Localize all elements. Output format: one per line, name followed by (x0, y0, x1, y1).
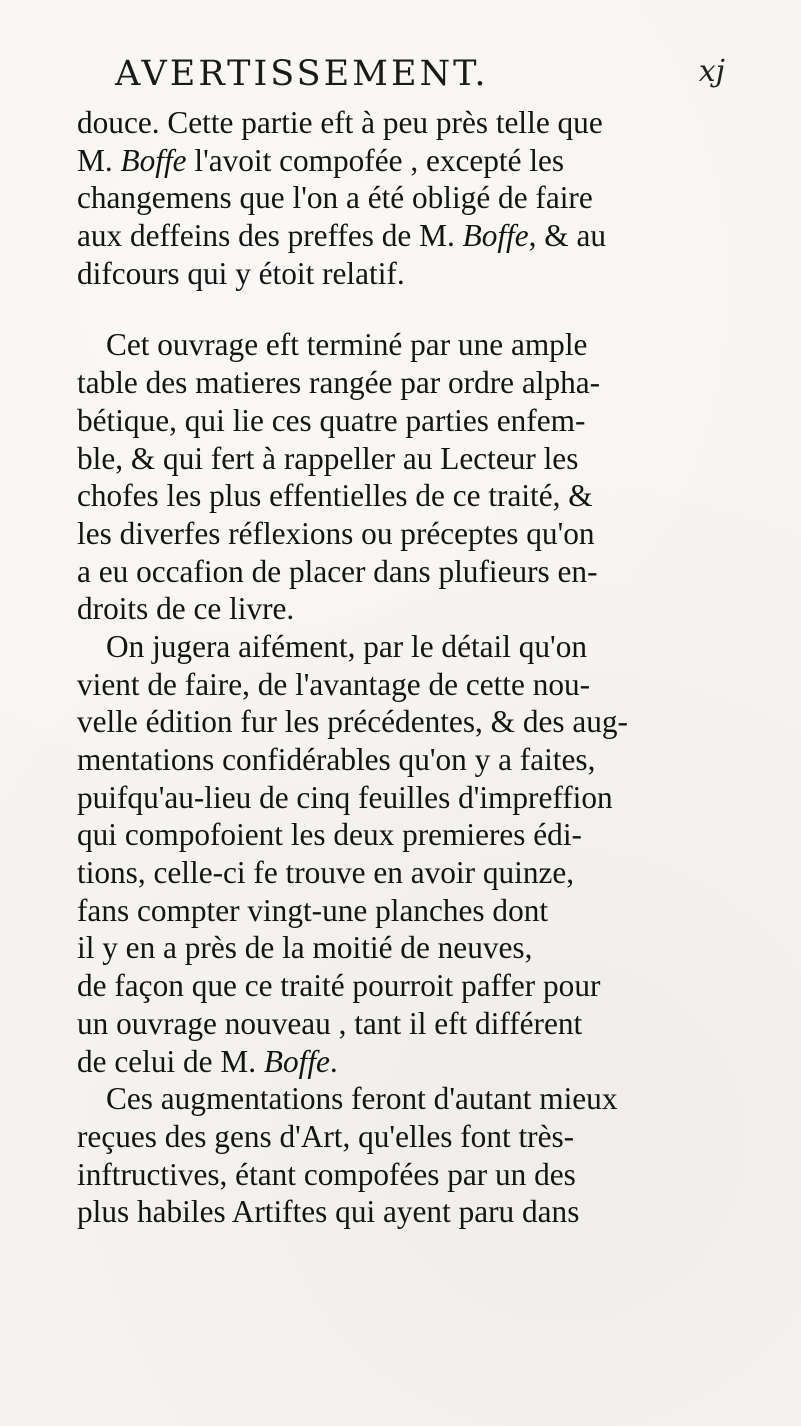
text-line: de façon que ce traité pourroit paffer pour (77, 968, 601, 1004)
text-line: changemens que l'on a été obligé de faire (77, 180, 593, 216)
text-line: puifqu'au-lieu de cinq feuilles d'impreffion (77, 779, 613, 815)
text-line: a eu occafion de placer dans plufieurs en- (77, 553, 598, 589)
text-line: plus habiles Artiftes qui ayent paru dans (77, 1194, 580, 1230)
text-line: tions, celle-ci fe trouve en avoir quinze, (77, 855, 575, 891)
text-line: fans compter vingt-une planches dont (77, 892, 549, 928)
text-line: table des matieres rangée par ordre alpha- (77, 365, 601, 401)
text-line: reçues des gens d'Art, qu'elles font très- (77, 1118, 575, 1154)
body-text (77, 104, 770, 1231)
text-segment: M. (77, 142, 121, 178)
text-line: douce. Cette partie eft à peu près telle que (77, 105, 603, 140)
text-segment: l'avoit compofée , excepté les (186, 142, 565, 178)
text-line: mentations confidérables qu'on y a faites, (77, 742, 596, 777)
text-line (77, 142, 770, 180)
text-line: On jugera aifément, par le détail qu'on (106, 628, 587, 664)
text-line: Cet ouvrage eft terminé par une ample (106, 327, 588, 363)
italic-name: Boffe (462, 218, 529, 254)
text-line: les diverfes réflexions ou préceptes qu'on (77, 515, 595, 551)
text-segment: de celui de M. (77, 1043, 264, 1079)
text-line: il y en a près de la moitié de neuves, (77, 930, 533, 966)
text-line: qui compofoient les deux premieres édi- (77, 817, 582, 853)
text-line (77, 1043, 770, 1081)
text-line: chofes les plus effentielles de ce traité, & (77, 478, 593, 514)
text-segment: aux deffeins des preffes de M. (77, 218, 463, 254)
text-segment: . (329, 1043, 338, 1079)
text-line: bétique, qui lie ces quatre parties enfem- (77, 402, 586, 438)
text-segment: , & au (528, 218, 607, 254)
text-line: difcours qui y étoit relatif. (77, 255, 405, 291)
text-line: droits de ce livre. (77, 591, 295, 627)
text-line: vient de faire, de l'avantage de cette nou- (77, 666, 591, 702)
italic-name: Boffe (263, 1043, 330, 1079)
text-line: inftructives, étant compofées par un des (77, 1156, 576, 1192)
running-head: AVERTISSEMENT. (115, 54, 489, 94)
page-number: xj (698, 54, 725, 89)
text-line: Ces augmentations feront d'autant mieux (106, 1081, 618, 1117)
paragraph-gap (77, 292, 770, 326)
text-line: velle édition fur les précédentes, & des aug- (77, 704, 628, 740)
text-line: un ouvrage nouveau , tant il eft différent (77, 1005, 583, 1041)
text-line: ble, & qui fert à rappeller au Lecteur les (77, 440, 579, 476)
page-header (115, 54, 725, 104)
text-line (77, 217, 770, 255)
italic-name: Boffe (120, 142, 187, 178)
